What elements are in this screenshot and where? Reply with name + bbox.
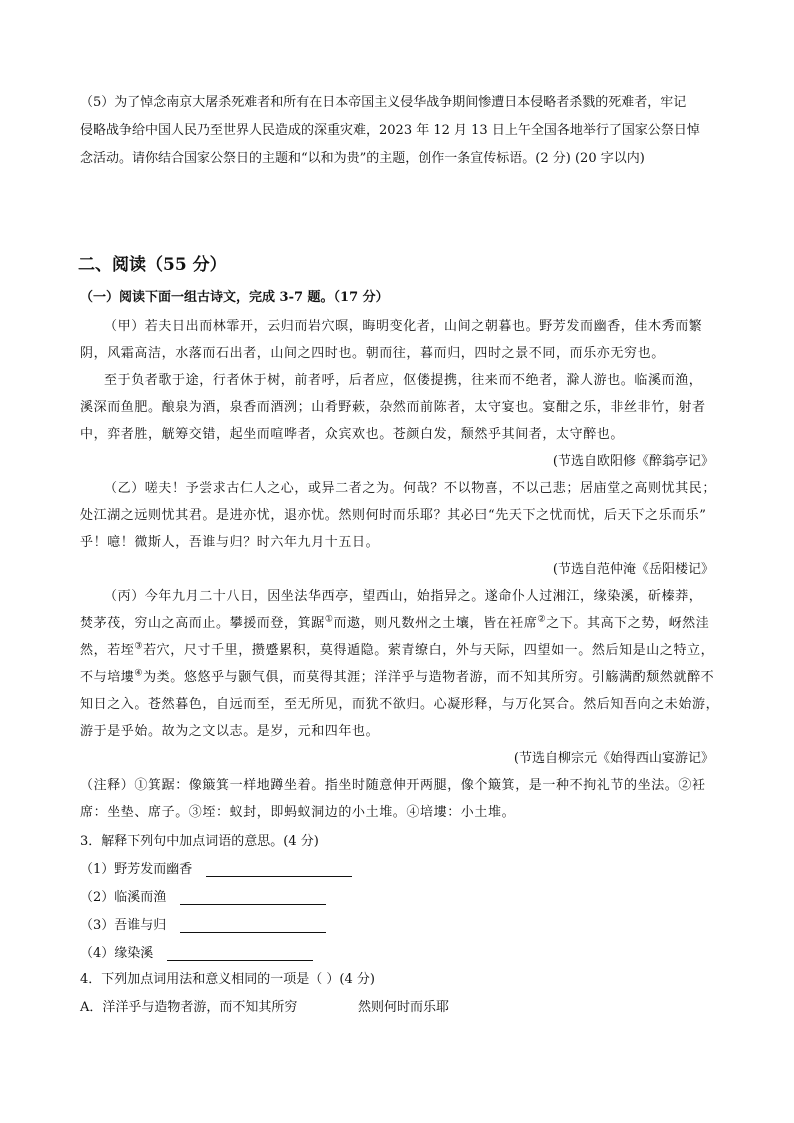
q3-title: 3．解释下列句中加点词语的意思。(4 分)	[80, 834, 319, 849]
jia-line-2: 阴，风霜高洁，水落而石出者，山间之四时也。朝而往，暮而归，四时之景不同，而乐亦无穷也。	[80, 346, 665, 361]
note-marker-3: ③	[134, 641, 144, 652]
q3-item-2-text: （2）临溪而渔	[80, 890, 167, 905]
bing-source: (节选自柳宗元《始得西山宴游记》	[513, 751, 714, 766]
bing-line-5: 知日之入。苍然暮色，自远而至，至无所见，而犹不欲归。心凝形释，与万化冥合。然后知吾向之未始游，	[80, 697, 720, 712]
q5-line3: 念活动。请你结合国家公祭日的主题和“以和为贵”的主题，创作一条宣传标语。(2 分) (20 字以内)	[80, 151, 645, 166]
q3-item-3-text: （3）吾谁与归	[80, 918, 167, 933]
bing-line-3	[80, 639, 714, 658]
answer-blank-3[interactable]	[180, 918, 326, 933]
bing-line-2-b: 而遨，则凡数州之土壤，皆在衽席	[333, 616, 538, 631]
yi-source: (节选自范仲淹《岳阳楼记》	[552, 562, 714, 577]
note-line-2: 席：坐垫、席子。③垤：蚁封，即蚂蚁洞边的小土堆。④培塿：小土堆。	[80, 805, 516, 820]
bing-line-4-b: 为类。悠悠乎与颢气俱，而莫得其涯；洋洋乎与造物者游，而不知其所穷。引觞满酌颓然就醉不	[143, 670, 715, 685]
q5-line1: （5）为了悼念南京大屠杀死难者和所有在日本帝国主义侵华战争期间惨遭日本侵略者杀戮的死难者，牢记	[80, 95, 687, 110]
answer-blank-1[interactable]	[206, 862, 352, 877]
q3-item-3	[80, 914, 326, 933]
bing-line-3-b: 若穴，尺寸千里，攒蹙累积，莫得遁隐。萦青缭白，外与天际，四望如一。然后知是山之特立，	[143, 643, 715, 658]
q3-item-2	[80, 886, 326, 905]
yi-line-2: 处江湖之远则忧其君。是进亦忧，退亦忧。然则何时而乐耶？其必曰“先天下之忧而忧，后天下之乐而乐”	[80, 508, 707, 523]
note-marker-2: ②	[537, 614, 547, 625]
bing-line-2-c: 之下。其高下之势，岈然洼	[546, 616, 710, 631]
part1-heading: （一）阅读下面一组古诗文，完成 3-7 题。（17 分）	[80, 290, 389, 305]
note-marker-1: ①	[324, 614, 334, 625]
jia-line-3: 至于负者歌于途，行者休于树，前者呼，后者应，伛偻提携，往来而不绝者，滁人游也。临溪而渔，	[104, 373, 703, 388]
jia-line-4: 溪深而鱼肥。酿泉为酒，泉香而酒洌；山肴野蔌，杂然而前陈者，太守宴也。宴酣之乐，非丝非竹，射者	[80, 400, 706, 415]
q4-title: 4．下列加点词用法和意义相同的一项是（ ）(4 分)	[80, 972, 375, 987]
q4-option-a-second: 然则何时而乐耶	[358, 1000, 450, 1015]
yi-line-1: （乙）嗟夫！予尝求古仁人之心，或异二者之为。何哉？不以物喜，不以己悲；居庙堂之高则忧其民；	[104, 481, 717, 496]
note-line-1: （注释）①箕踞：像簸箕一样地蹲坐着。指坐时随意伸开两腿，像个簸箕，是一种不拘礼节的坐法。②衽	[80, 778, 706, 793]
yi-line-3: 乎！噫！微斯人，吾谁与归？时六年九月十五日。	[80, 535, 380, 550]
bing-line-2	[80, 612, 709, 631]
jia-line-5: 中，弈者胜，觥筹交错，起坐而喧哗者，众宾欢也。苍颜白发，颓然乎其间者，太守醉也。	[80, 427, 625, 442]
q3-item-1-text: （1）野芳发而幽香	[80, 862, 193, 877]
q3-item-4-text: （4）缘染溪	[80, 946, 154, 961]
bing-line-3-a: 然，若垤	[80, 643, 135, 658]
bing-line-4	[80, 666, 714, 685]
jia-line-1: （甲）若夫日出而林霏开，云归而岩穴暝，晦明变化者，山间之朝暮也。野芳发而幽香，佳木秀而繁	[104, 319, 703, 334]
q3-item-1	[80, 858, 352, 877]
jia-source: (节选自欧阳修《醉翁亭记》	[552, 454, 714, 469]
q5-line2: 侵略战争给中国人民乃至世界人民造成的深重灾难，2023 年 12 月 13 日上午全国各地举行了国家公祭日悼	[80, 123, 700, 138]
bing-line-2-a: 焚茅茷，穷山之高而止。攀援而登，箕踞	[80, 616, 325, 631]
bing-line-6: 游于是乎始。故为之文以志。是岁，元和四年也。	[80, 724, 380, 739]
bing-line-4-a: 不与培塿	[80, 670, 135, 685]
bing-line-1: （丙）今年九月二十八日，因坐法华西亭，望西山，始指异之。遂命仆人过湘江，缘染溪，斫榛莽，	[104, 589, 703, 604]
note-marker-4: ④	[134, 668, 144, 679]
answer-blank-2[interactable]	[180, 890, 326, 905]
q3-item-4	[80, 942, 313, 961]
answer-blank-4[interactable]	[167, 946, 313, 961]
q4-option-a: A．洋洋乎与造物者游，而不知其所穷	[80, 1000, 298, 1015]
section-title: 二、阅读（55 分）	[78, 255, 227, 275]
